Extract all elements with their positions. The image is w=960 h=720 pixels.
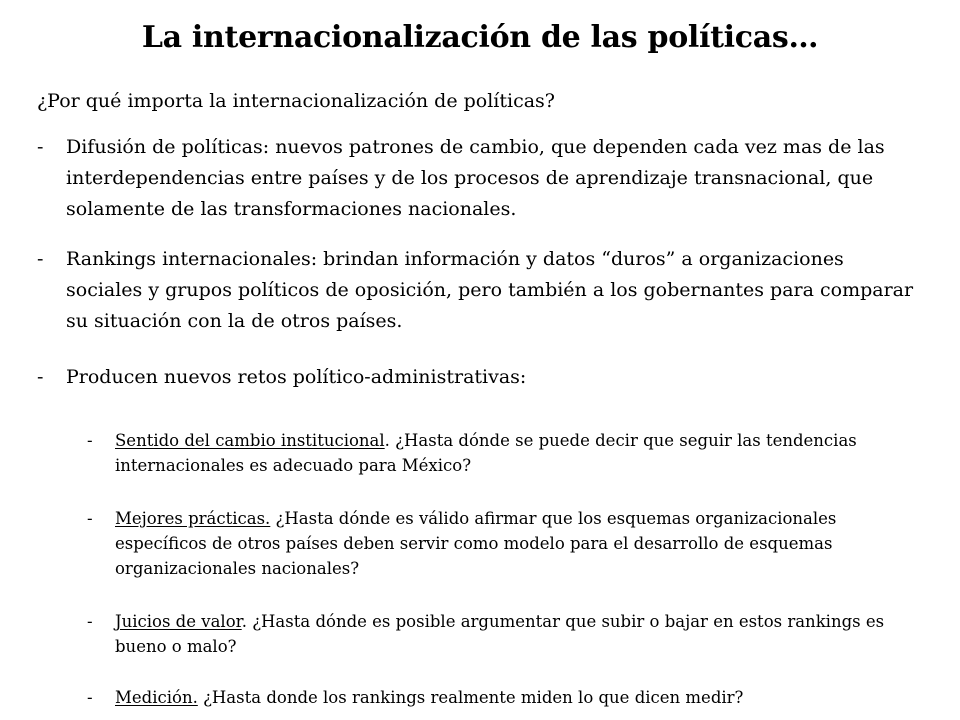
bullet-text: Rankings internacionales: brindan información y datos “duros” a organizaciones sociales y grupos políticos de oposición, pero también a los gobernantes para comparar su situación con la de otros países.	[66, 248, 914, 332]
subbullet-body	[115, 506, 927, 581]
subbullet-best-practices	[87, 506, 927, 581]
subbullet-value-judgments	[87, 609, 927, 659]
bullet-policy-diffusion	[37, 132, 917, 225]
subbullet-heading: Mejores prácticas.	[115, 509, 271, 528]
subbullet-heading: Medición.	[115, 688, 198, 707]
bullet-text: Producen nuevos retos político-administrativas:	[66, 366, 527, 388]
slide-question: ¿Por qué importa la internacionalización de políticas?	[37, 90, 555, 112]
subbullet-dash: -	[87, 688, 93, 707]
slide-title: La internacionalización de las políticas…	[141, 20, 819, 55]
bullet-international-rankings	[37, 244, 917, 337]
subbullet-text: ¿Hasta dónde es posible argumentar que subir o bajar en estos rankings es bueno o malo?	[115, 612, 885, 656]
bullet-new-challenges	[37, 362, 917, 393]
subbullet-dash: -	[87, 509, 93, 528]
bullet-text: Difusión de políticas: nuevos patrones de cambio, que dependen cada vez mas de las interdependencias entre países y de los procesos de aprendizaje transnacional, que solamente de las transformaciones nacionales.	[66, 136, 885, 220]
bullet-dash: -	[37, 248, 44, 270]
subbullet-heading-trail: .	[384, 431, 390, 450]
subbullet-measurement	[87, 685, 927, 710]
bullet-dash: -	[37, 136, 44, 158]
subbullet-body	[115, 609, 927, 659]
subbullet-text: ¿Hasta dónde es válido afirmar que los esquemas organizacionales específicos de otros países deben servir como modelo para el desarrollo de esquemas organizacionales nacionales?	[115, 509, 837, 578]
subbullet-body	[115, 428, 927, 478]
subbullet-heading: Juicios de valor	[115, 612, 242, 631]
subbullet-dash: -	[87, 431, 93, 450]
subbullet-dash: -	[87, 612, 93, 631]
subbullet-text: ¿Hasta donde los rankings realmente miden lo que dicen medir?	[197, 688, 744, 707]
subbullet-body	[115, 685, 927, 710]
subbullet-institutional-change	[87, 428, 927, 478]
subbullet-heading: Sentido del cambio institucional	[115, 431, 385, 450]
subbullet-text: ¿Hasta dónde se puede decir que seguir las tendencias internacionales es adecuado para México?	[115, 431, 857, 475]
bullet-dash: -	[37, 366, 44, 388]
subbullet-heading-trail: .	[241, 612, 247, 631]
